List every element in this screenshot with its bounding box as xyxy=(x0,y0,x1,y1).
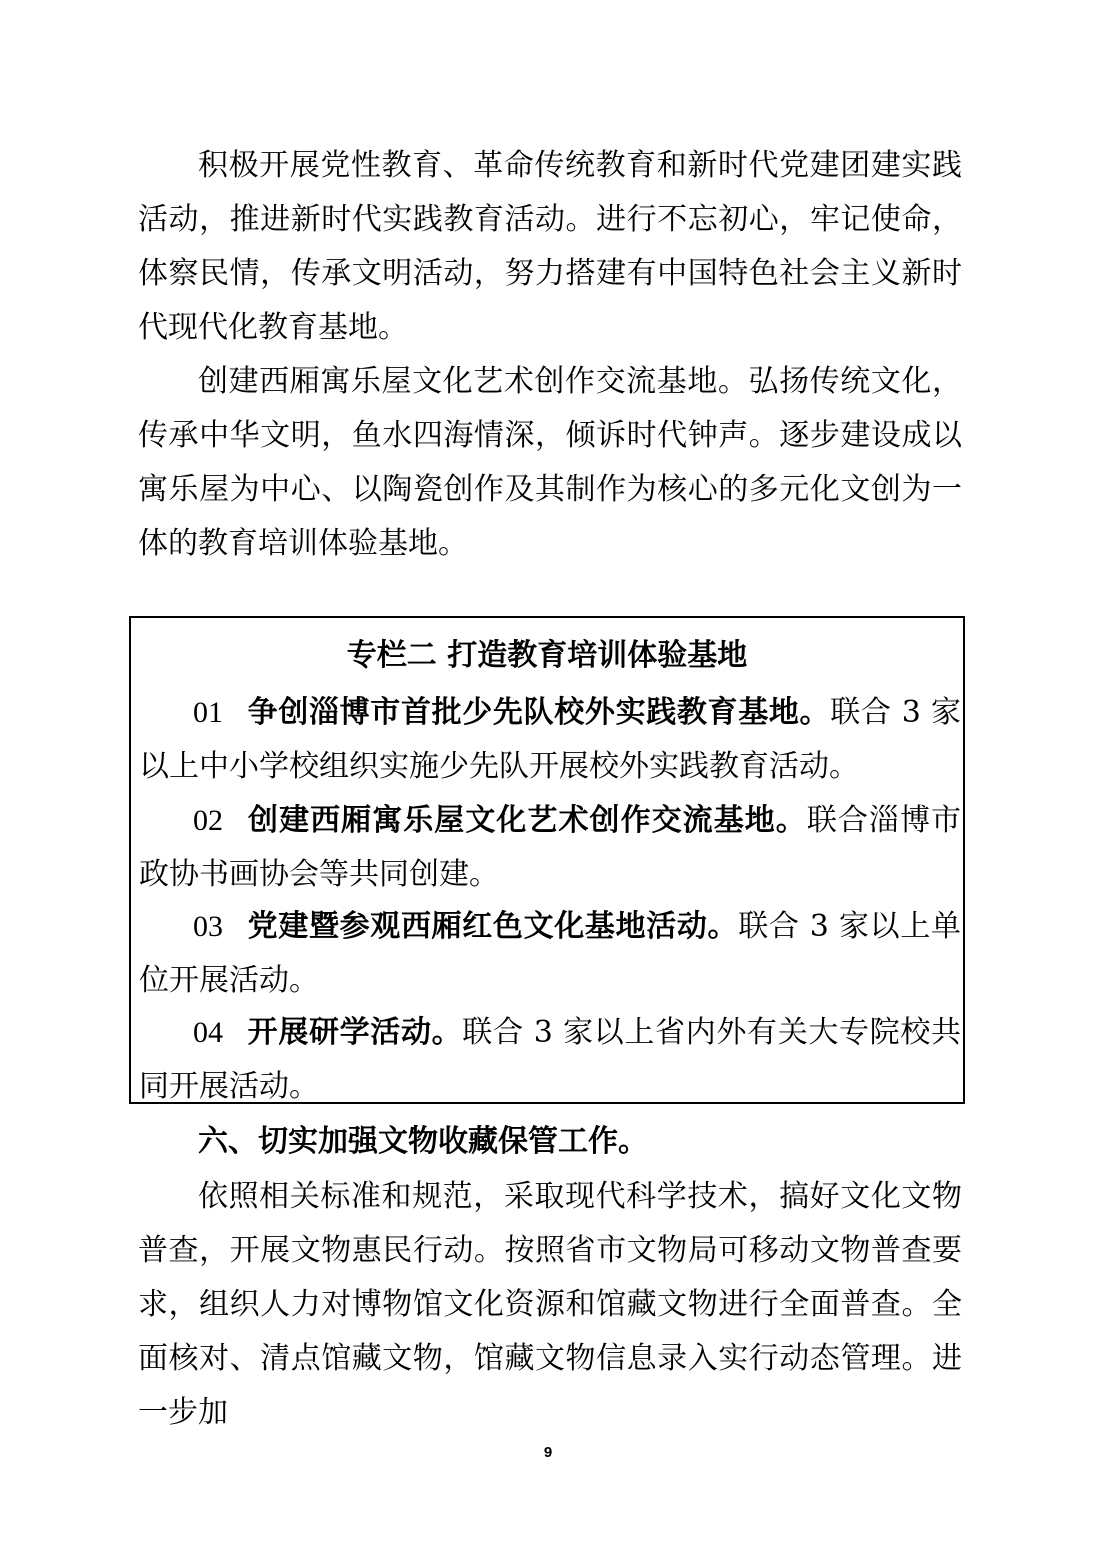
item-lead: 党建暨参观西厢红色文化基地活动。 xyxy=(247,909,739,944)
column-item xyxy=(139,794,961,902)
column-box-title: 专栏二 打造教育培训体验基地 xyxy=(346,638,748,673)
section-heading: 六、切实加强文物收藏保管工作。 xyxy=(198,1124,648,1159)
item-lead: 争创淄博市首批少先队校外实践教育基地。 xyxy=(247,695,831,730)
item-text: 联合 3 家以上单位开展活动。 xyxy=(139,909,961,998)
item-text: 联合淄博市政协书画协会等共同创建。 xyxy=(139,803,962,892)
paragraph-party-education: 积极开展党性教育、革命传统教育和新时代党建团建实践活动，推进新时代实践教育活动。进行不忘初心，牢记使命，体察民情，传承文明活动，努力搭建有中国特色社会主义新时代现代化教育基地。 xyxy=(138,148,962,345)
item-number: 03 xyxy=(193,910,223,943)
item-lead: 开展研学活动。 xyxy=(247,1015,463,1050)
paragraph-culture-base: 创建西厢寓乐屋文化艺术创作交流基地。弘扬传统文化，传承中华文明，鱼水四海情深，倾诉时代钟声。逐步建设成以寓乐屋为中心、以陶瓷创作及其制作为核心的多元化文创为一体的教育培训体验基地。 xyxy=(138,364,962,561)
column-item xyxy=(139,686,961,794)
paragraph-relics: 依照相关标准和规范，采取现代科学技术，搞好文化文物普查，开展文物惠民行动。按照省市文物局可移动文物普查要求，组织人力对博物馆文化资源和馆藏文物进行全面普查。全面核对、清点馆藏文物，馆藏文物信息录入实行动态管理。进一步加 xyxy=(138,1179,962,1430)
item-number: 02 xyxy=(193,804,223,837)
item-text: 联合 3 家以上省内外有关大专院校共同开展活动。 xyxy=(139,1015,961,1104)
item-text: 联合 3 家以上中小学校组织实施少先队开展校外实践教育活动。 xyxy=(139,695,962,784)
column-item xyxy=(139,1006,961,1114)
item-number: 01 xyxy=(193,696,223,729)
column-item xyxy=(139,900,961,1008)
item-lead: 创建西厢寓乐屋文化艺术创作交流基地。 xyxy=(247,803,807,838)
item-number: 04 xyxy=(193,1016,223,1049)
page-number: 9 xyxy=(543,1444,553,1461)
column-box xyxy=(129,616,965,1104)
